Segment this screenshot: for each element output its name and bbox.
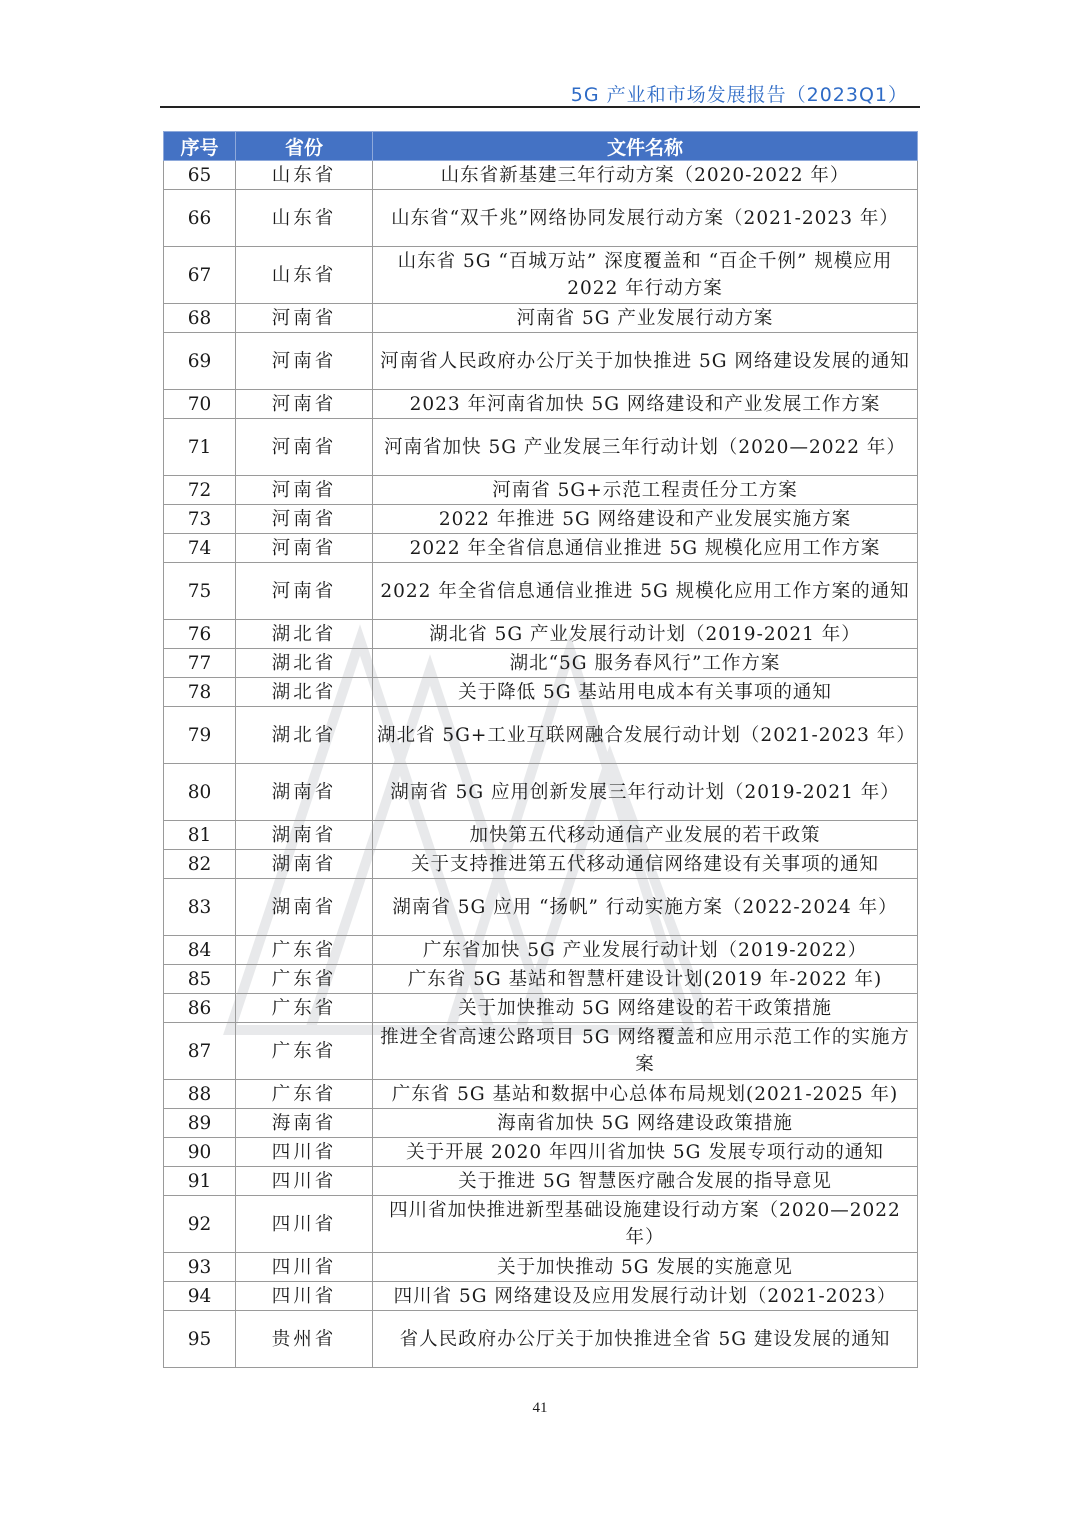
table-row (164, 1282, 918, 1311)
row-number-cell: 79 (164, 707, 236, 764)
province-cell: 河南省 (236, 476, 373, 505)
table-row (164, 1311, 918, 1368)
document-name-cell: 湖北省 5G 产业发展行动计划（2019-2021 年） (373, 620, 918, 649)
page-number: 41 (532, 1400, 548, 1416)
table-row (164, 161, 918, 190)
document-name-cell: 关于加快推动 5G 网络建设的若干政策措施 (373, 994, 918, 1023)
row-number-cell: 86 (164, 994, 236, 1023)
row-number-cell: 76 (164, 620, 236, 649)
table-row (164, 620, 918, 649)
table-row (164, 247, 918, 304)
table-row (164, 390, 918, 419)
row-number-cell: 78 (164, 678, 236, 707)
table-row (164, 1080, 918, 1109)
row-number-cell: 85 (164, 965, 236, 994)
table-row (164, 1138, 918, 1167)
province-cell: 广东省 (236, 965, 373, 994)
table-row (164, 1023, 918, 1080)
province-cell: 湖南省 (236, 764, 373, 821)
document-name-cell: 关于加快推动 5G 发展的实施意见 (373, 1253, 918, 1282)
province-cell: 四川省 (236, 1282, 373, 1311)
table-row (164, 678, 918, 707)
province-cell: 四川省 (236, 1138, 373, 1167)
row-number-cell: 70 (164, 390, 236, 419)
row-number-cell: 91 (164, 1167, 236, 1196)
table-row (164, 505, 918, 534)
province-cell: 广东省 (236, 1023, 373, 1080)
province-cell: 河南省 (236, 333, 373, 390)
row-number-cell: 72 (164, 476, 236, 505)
table-row (164, 879, 918, 936)
province-cell: 湖北省 (236, 707, 373, 764)
province-cell: 湖北省 (236, 649, 373, 678)
document-name-cell: 关于推进 5G 智慧医疗融合发展的指导意见 (373, 1167, 918, 1196)
document-name-cell: 河南省加快 5G 产业发展三年行动计划（2020—2022 年） (373, 419, 918, 476)
document-name-cell: 2023 年河南省加快 5G 网络建设和产业发展工作方案 (373, 390, 918, 419)
row-number-cell: 77 (164, 649, 236, 678)
table-header-row (164, 132, 918, 161)
row-number-cell: 94 (164, 1282, 236, 1311)
province-cell: 广东省 (236, 936, 373, 965)
province-cell: 四川省 (236, 1196, 373, 1253)
row-number-cell: 71 (164, 419, 236, 476)
document-name-cell: 山东省 5G “百城万站” 深度覆盖和 “百企千例” 规模应用 2022 年行动方案 (373, 247, 918, 304)
document-name-cell: 省人民政府办公厅关于加快推进全省 5G 建设发展的通知 (373, 1311, 918, 1368)
column-header-filename: 文件名称 (373, 132, 918, 161)
row-number-cell: 93 (164, 1253, 236, 1282)
row-number-cell: 81 (164, 821, 236, 850)
province-cell: 广东省 (236, 994, 373, 1023)
document-name-cell: 2022 年推进 5G 网络建设和产业发展实施方案 (373, 505, 918, 534)
province-cell: 海南省 (236, 1109, 373, 1138)
table-row (164, 965, 918, 994)
row-number-cell: 68 (164, 304, 236, 333)
row-number-cell: 65 (164, 161, 236, 190)
province-cell: 山东省 (236, 247, 373, 304)
province-cell: 湖南省 (236, 821, 373, 850)
province-cell: 河南省 (236, 505, 373, 534)
table-row (164, 563, 918, 620)
province-cell: 河南省 (236, 419, 373, 476)
table-row (164, 534, 918, 563)
province-cell: 湖南省 (236, 850, 373, 879)
row-number-cell: 95 (164, 1311, 236, 1368)
province-cell: 河南省 (236, 390, 373, 419)
document-name-cell: 河南省人民政府办公厅关于加快推进 5G 网络建设发展的通知 (373, 333, 918, 390)
table-row (164, 850, 918, 879)
row-number-cell: 83 (164, 879, 236, 936)
table-row (164, 1167, 918, 1196)
document-name-cell: 山东省新基建三年行动方案（2020-2022 年） (373, 161, 918, 190)
province-cell: 湖南省 (236, 879, 373, 936)
table-row (164, 333, 918, 390)
document-name-cell: 关于降低 5G 基站用电成本有关事项的通知 (373, 678, 918, 707)
row-number-cell: 88 (164, 1080, 236, 1109)
table-row (164, 707, 918, 764)
row-number-cell: 80 (164, 764, 236, 821)
document-name-cell: 四川省 5G 网络建设及应用发展行动计划（2021-2023） (373, 1282, 918, 1311)
document-name-cell: 2022 年全省信息通信业推进 5G 规模化应用工作方案 (373, 534, 918, 563)
row-number-cell: 69 (164, 333, 236, 390)
row-number-cell: 89 (164, 1109, 236, 1138)
row-number-cell: 90 (164, 1138, 236, 1167)
table-row (164, 476, 918, 505)
document-name-cell: 加快第五代移动通信产业发展的若干政策 (373, 821, 918, 850)
column-header-province: 省份 (236, 132, 373, 161)
table-row (164, 1109, 918, 1138)
header-divider (160, 106, 920, 108)
province-cell: 山东省 (236, 190, 373, 247)
row-number-cell: 92 (164, 1196, 236, 1253)
table-row (164, 821, 918, 850)
province-cell: 湖北省 (236, 678, 373, 707)
document-name-cell: 推进全省高速公路项目 5G 网络覆盖和应用示范工作的实施方案 (373, 1023, 918, 1080)
report-header-title: 5G 产业和市场发展报告（2023Q1） (570, 84, 908, 106)
document-name-cell: 湖北“5G 服务春风行”工作方案 (373, 649, 918, 678)
table-row (164, 419, 918, 476)
province-cell: 四川省 (236, 1167, 373, 1196)
document-name-cell: 湖北省 5G+工业互联网融合发展行动计划（2021-2023 年） (373, 707, 918, 764)
table-row (164, 936, 918, 965)
document-name-cell: 河南省 5G 产业发展行动方案 (373, 304, 918, 333)
row-number-cell: 75 (164, 563, 236, 620)
row-number-cell: 67 (164, 247, 236, 304)
province-cell: 广东省 (236, 1080, 373, 1109)
province-cell: 四川省 (236, 1253, 373, 1282)
document-name-cell: 广东省 5G 基站和数据中心总体布局规划(2021-2025 年) (373, 1080, 918, 1109)
table-row (164, 994, 918, 1023)
document-name-cell: 湖南省 5G 应用创新发展三年行动计划（2019-2021 年） (373, 764, 918, 821)
table-row (164, 764, 918, 821)
document-table (163, 131, 918, 1368)
document-name-cell: 关于开展 2020 年四川省加快 5G 发展专项行动的通知 (373, 1138, 918, 1167)
table-row (164, 304, 918, 333)
column-header-number: 序号 (164, 132, 236, 161)
document-name-cell: 山东省“双千兆”网络协同发展行动方案（2021-2023 年） (373, 190, 918, 247)
row-number-cell: 82 (164, 850, 236, 879)
row-number-cell: 73 (164, 505, 236, 534)
province-cell: 山东省 (236, 161, 373, 190)
document-name-cell: 四川省加快推进新型基础设施建设行动方案（2020—2022 年） (373, 1196, 918, 1253)
row-number-cell: 84 (164, 936, 236, 965)
table-row (164, 190, 918, 247)
province-cell: 河南省 (236, 534, 373, 563)
row-number-cell: 66 (164, 190, 236, 247)
document-name-cell: 广东省加快 5G 产业发展行动计划（2019-2022） (373, 936, 918, 965)
province-cell: 河南省 (236, 563, 373, 620)
table-body (164, 161, 918, 1368)
province-cell: 湖北省 (236, 620, 373, 649)
table-row (164, 1196, 918, 1253)
document-name-cell: 海南省加快 5G 网络建设政策措施 (373, 1109, 918, 1138)
document-name-cell: 河南省 5G+示范工程责任分工方案 (373, 476, 918, 505)
row-number-cell: 87 (164, 1023, 236, 1080)
document-name-cell: 广东省 5G 基站和智慧杆建设计划(2019 年-2022 年) (373, 965, 918, 994)
province-cell: 河南省 (236, 304, 373, 333)
row-number-cell: 74 (164, 534, 236, 563)
document-name-cell: 2022 年全省信息通信业推进 5G 规模化应用工作方案的通知 (373, 563, 918, 620)
province-cell: 贵州省 (236, 1311, 373, 1368)
document-name-cell: 湖南省 5G 应用 “扬帆” 行动实施方案（2022-2024 年） (373, 879, 918, 936)
table-row (164, 649, 918, 678)
document-name-cell: 关于支持推进第五代移动通信网络建设有关事项的通知 (373, 850, 918, 879)
table-row (164, 1253, 918, 1282)
